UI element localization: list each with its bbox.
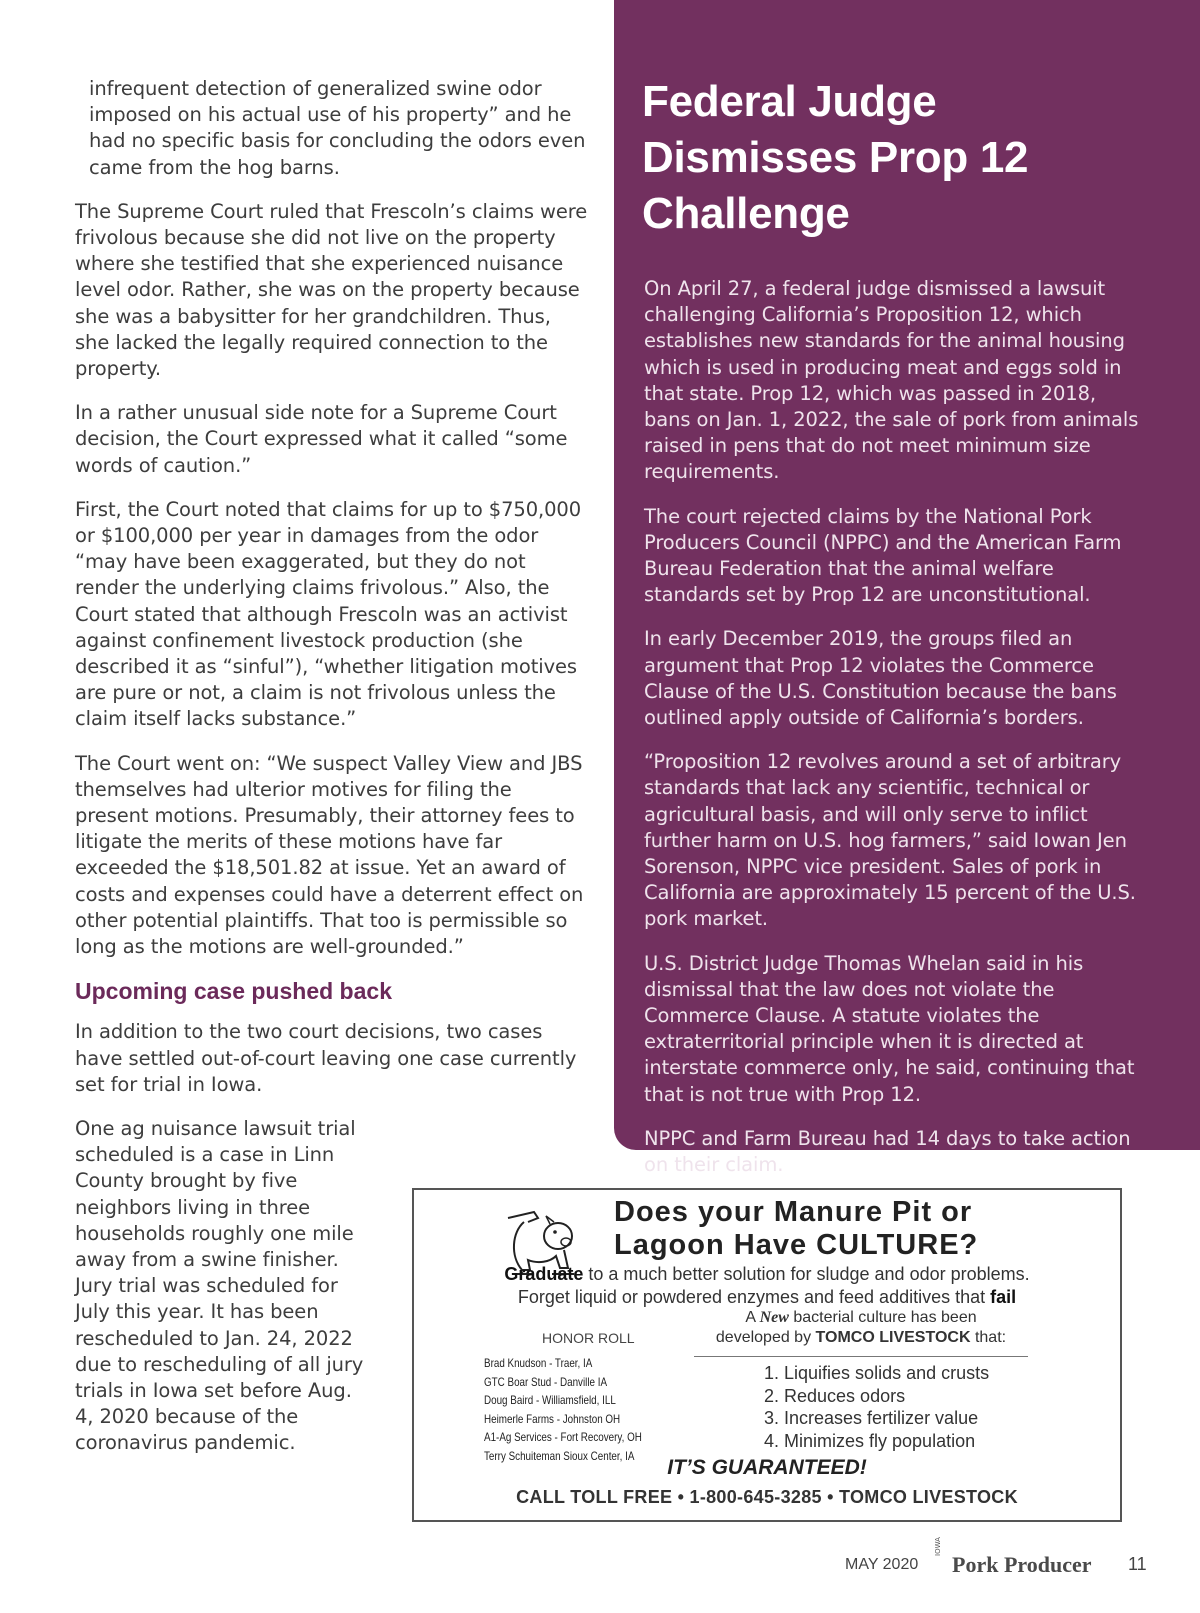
- sidebar-paragraph: “Proposition 12 revolves around a set of arbitrary standards that lack any scientific, technical or agricultural basis, and will only serve to inflict further harm on U.S. hog farmers,” said Iowan Jen Sorenson, NPPC vice president. Sales of pork in California are approximately 15 percent of the U.S. pork market.: [644, 750, 1136, 931]
- benefit-item: 2. Reduces odors: [764, 1385, 906, 1406]
- body-paragraph: In a rather unusual side note for a Supreme Court decision, the Court expressed what it called “some words of caution.”: [75, 401, 568, 477]
- sidebar-paragraph: U.S. District Judge Thomas Whelan said in his dismissal that the law does not violate the Commerce Clause. A statute violates the extraterritorial principle when it is directed at interstate commerce only, he said, continuing that that is not true with Prop 12.: [644, 951, 1135, 1106]
- sidebar-box: [614, 0, 1200, 1177]
- ad-tagline: Forget liquid or powdered enzymes and feed additives that fail: [517, 1287, 1017, 1307]
- tomco-advertisement: [412, 1188, 1122, 1522]
- footer-date: MAY 2020: [845, 1556, 919, 1573]
- honor-roll-list: [484, 1354, 642, 1465]
- footer-brand-prefix: IOWA: [934, 1537, 942, 1556]
- benefit-item: 1. Liquifies solids and crusts: [764, 1363, 990, 1383]
- sidebar-paragraph: On April 27, a federal judge dismissed a lawsuit challenging California’s Proposition 12, which establishes new standards for the animal housing which is used in producing meat and eggs sold in that state. Prop 12, which was passed in 2018, bans on Jan. 1, 2022, the sale of pork from animals raised in pens that do not meet minimum size requirements.: [644, 277, 1139, 484]
- sidebar-paragraph: The court rejected claims by the National Pork Producers Council (NPPC) and the American Farm Bureau Federation that the animal welfare standards set by Prop 12 are unconstitutional.: [644, 504, 1122, 607]
- page-number: 11: [1128, 1554, 1147, 1574]
- benefit-item: 4. Minimizes fly population: [764, 1430, 976, 1451]
- ad-tagline: Graduate to a much better solution for sludge and odor problems.: [504, 1264, 1030, 1284]
- ad-guarantee: IT’S GUARANTEED!: [667, 1456, 867, 1479]
- body-paragraph: First, the Court noted that claims for up to $750,000 or $100,000 per year in damages from the odor “may have been exaggerated, but they do not render the underlying claims frivolous.” Also, the Court stated that although Frescoln was an activist against confinement livestock production (she described it as “sinful”), “whether litigation motives are pure or not, a claim is not frivolous unless the claim itself lacks substance.”: [75, 497, 582, 731]
- sidebar-paragraph: NPPC and Farm Bureau had 14 days to take action on their claim.: [644, 1126, 1131, 1177]
- body-paragraph: One ag nuisance lawsuit trial scheduled is a case in Linn County brought by five neighbors living in three households roughly one mile away from a swine finisher. Jury trial was scheduled for July this year. It has been rescheduled to Jan. 24, 2022 due to rescheduling of all jury trials in Iowa set before Aug. 4, 2020 because of the coronavirus pandemic.: [75, 1116, 364, 1455]
- ad-developed-by: A New bacterial culture has been developed by TOMCO LIVESTOCK that:: [715, 1309, 1007, 1346]
- honor-roll-item: GTC Boar Stud - Danville IA: [484, 1374, 608, 1389]
- honor-roll-item: Terry Schuiteman Sioux Center, IA: [484, 1448, 635, 1463]
- body-paragraph: infrequent detection of generalized swine odor imposed on his actual use of his property” and he had no specific basis for concluding the odors even came from the hog barns.: [89, 77, 586, 179]
- honor-roll-item: A1-Ag Services - Fort Recovery, OH: [484, 1430, 642, 1444]
- honor-roll-item: Brad Knudson - Traer, IA: [484, 1356, 593, 1370]
- section-subheading: Upcoming case pushed back: [75, 978, 392, 1005]
- ad-divider: [694, 1356, 1028, 1357]
- benefit-item: 3. Increases fertilizer value: [764, 1408, 979, 1428]
- footer-brand-logo: Pork Producer: [952, 1552, 1092, 1577]
- benefits-list: [764, 1362, 989, 1452]
- ad-headline: Does your Manure Pit or Lagoon Have CULTURE?: [614, 1196, 979, 1261]
- ad-phone-line: CALL TOLL FREE • 1-800-645-3285 • TOMCO LIVESTOCK: [516, 1487, 1018, 1507]
- honor-roll-item: Heimerle Farms - Johnston OH: [484, 1411, 621, 1426]
- body-paragraph: The Court went on: “We suspect Valley View and JBS themselves had ulterior motives for filing the present motions. Presumably, their attorney fees to litigate the merits of these motions have far exceeded the $18,501.82 at issue. Yet an award of costs and expenses could have a deterrent effect on other potential plaintiffs. That too is permissible so long as the motions are well-grounded.”: [75, 751, 584, 959]
- honor-roll-item: Doug Baird - Williamsfield, ILL: [484, 1393, 616, 1407]
- body-paragraph: The Supreme Court ruled that Frescoln’s claims were frivolous because she did not live on the property where she testified that she experienced nuisance level odor. Rather, she was on the property because she was a babysitter for her grandchildren. Thus, she lacked the legally required connection to the property.: [75, 199, 588, 381]
- sidebar-title: Federal Judge Dismisses Prop 12 Challenge: [642, 77, 1029, 238]
- body-paragraph: In addition to the two court decisions, two cases have settled out-of-court leaving one case currently set for trial in Iowa.: [75, 1020, 577, 1096]
- sidebar-paragraph: In early December 2019, the groups filed an argument that Prop 12 violates the Commerce Clause of the U.S. Constitution because the bans outlined apply outside of California’s borders.: [644, 627, 1117, 730]
- honor-roll-label: HONOR ROLL: [542, 1330, 635, 1346]
